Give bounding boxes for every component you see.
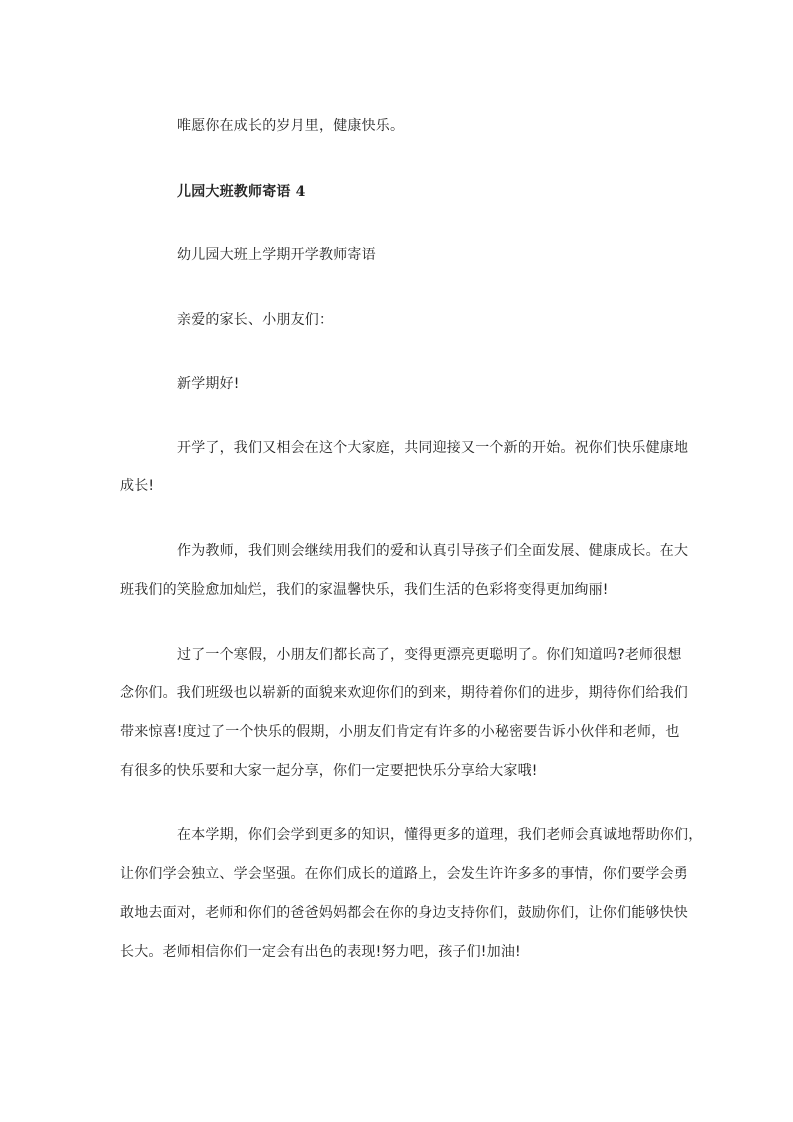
paragraph-3-line-1: 过了一个寒假，小朋友们都长高了，变得更漂亮更聪明了。你们知道吗?老师很想 (177, 647, 682, 663)
paragraph-2-line-1: 作为教师，我们则会继续用我们的爱和认真引导孩子们全面发展、健康成长。在大 (177, 543, 689, 559)
paragraph-3-line-2: 念你们。我们班级也以崭新的面貌来欢迎你们的到来，期待着你们的进步，期待你们给我们 (120, 685, 688, 701)
paragraph-4-line-4: 长大。老师相信你们一定会有出色的表现!努力吧，孩子们!加油! (120, 944, 521, 960)
paragraph-4-line-1: 在本学期，你们会学到更多的知识，懂得更多的道理，我们老师会真诚地帮助你们， (177, 827, 703, 843)
paragraph-1-line-1: 开学了，我们又相会在这个大家庭，共同迎接又一个新的开始。祝你们快乐健康地 (177, 440, 689, 456)
paragraph-1-line-2: 成长! (120, 478, 155, 494)
salutation: 亲爱的家长、小朋友们： (177, 312, 334, 328)
paragraph-3-line-4: 有很多的快乐要和大家一起分享，你们一定要把快乐分享给大家哦! (120, 763, 538, 779)
greeting: 新学期好! (177, 376, 240, 392)
paragraph-2-line-2: 班我们的笑脸愈加灿烂，我们的家温馨快乐，我们生活的色彩将变得更加绚丽! (120, 582, 609, 598)
section-heading: 儿园大班教师寄语 4 (177, 184, 306, 200)
paragraph-4-line-3: 敢地去面对，老师和你们的爸爸妈妈都会在你的身边支持你们，鼓励你们，让你们能够快快 (120, 905, 688, 921)
paragraph-4-line-2: 让你们学会独立、学会坚强。在你们成长的道路上，会发生许许多多的事情，你们要学会勇 (120, 866, 688, 882)
closing-line: 唯愿你在成长的岁月里，健康快乐。 (177, 118, 405, 134)
paragraph-3-line-3: 带来惊喜!度过了一个快乐的假期，小朋友们肯定有许多的小秘密要告诉小伙伴和老师，也 (120, 724, 680, 740)
document-subtitle: 幼儿园大班上学期开学教师寄语 (177, 247, 376, 263)
